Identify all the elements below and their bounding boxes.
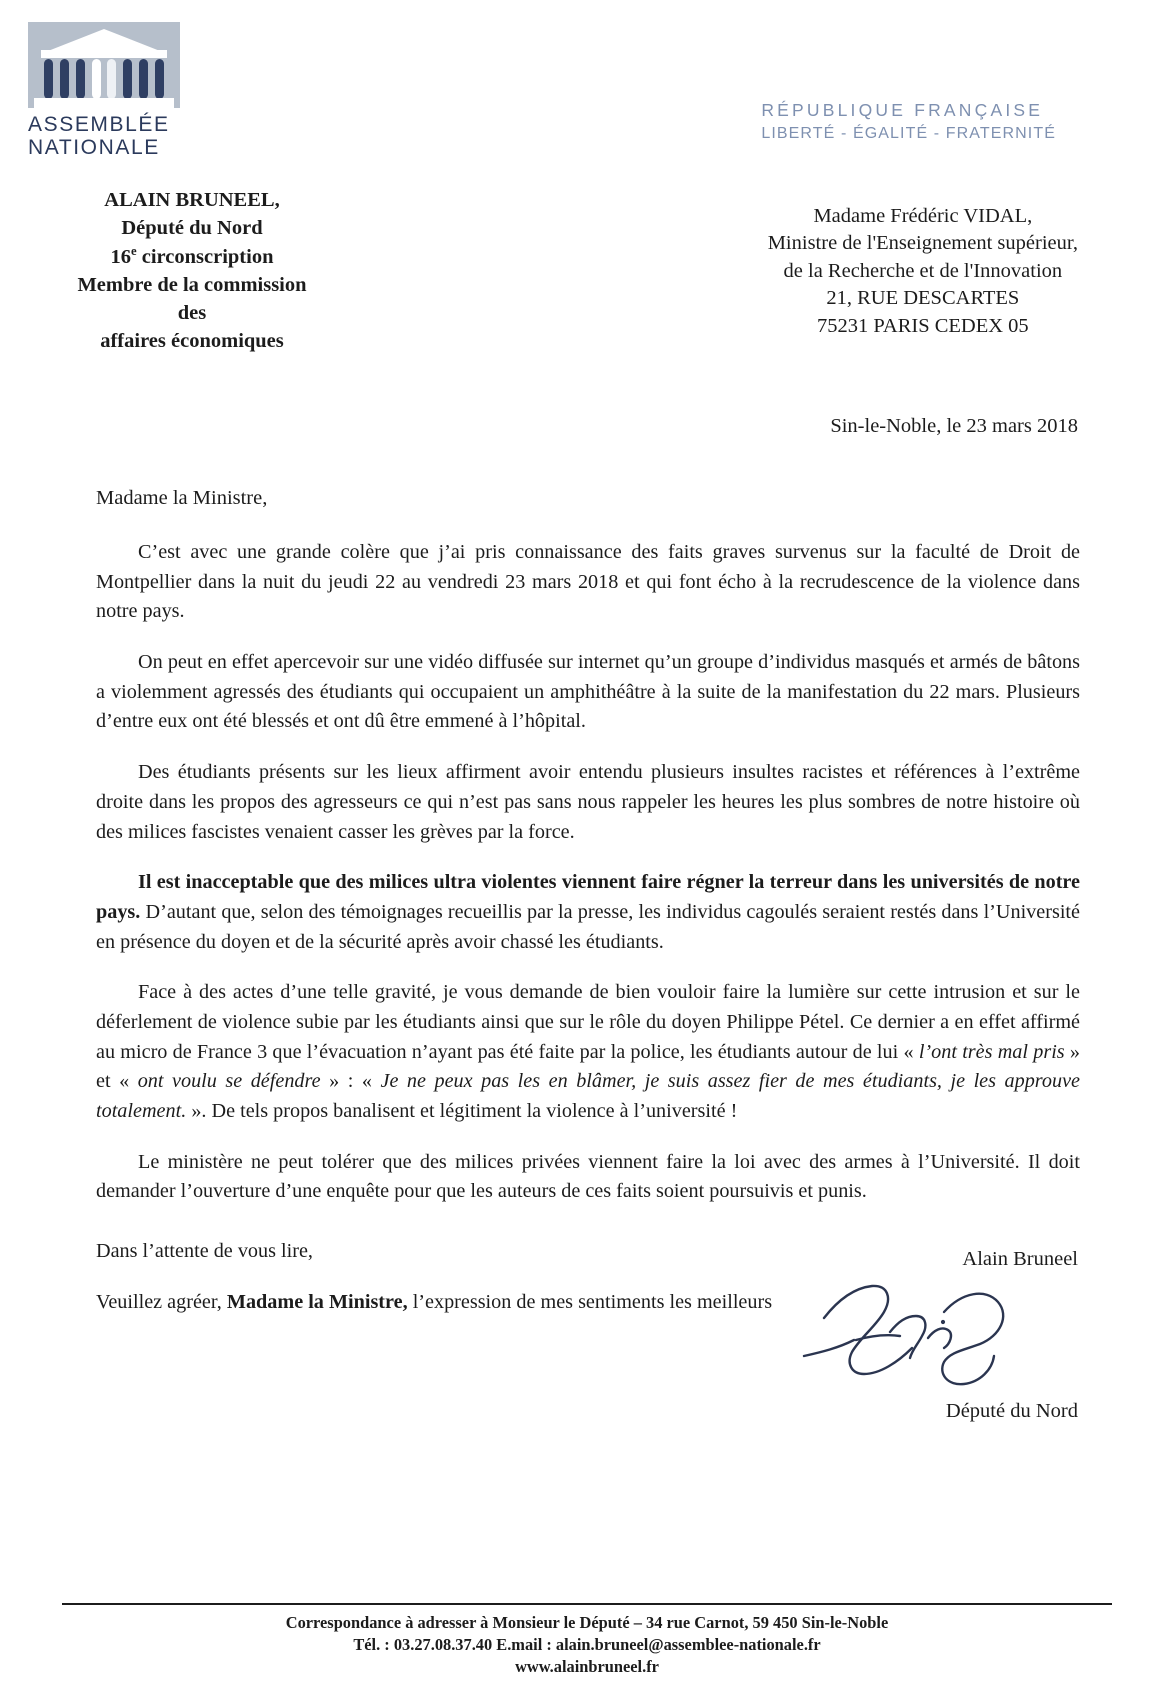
closing-part-b: l’expression de mes sentiments les meilleurs	[407, 1290, 773, 1313]
logo-wordmark	[28, 114, 188, 159]
recipient-title-line2: de la Recherche et de l'Innovation	[783, 259, 1063, 282]
sender-block	[62, 186, 322, 356]
paragraph-4	[96, 868, 1080, 957]
column-1	[44, 59, 53, 99]
pediment-shape	[48, 29, 160, 51]
paragraph-5-part-c: » : «	[320, 1070, 381, 1093]
column-4	[92, 59, 101, 99]
republic-motto-block	[761, 100, 1056, 143]
letter-body	[96, 487, 1080, 1338]
recipient-postal-city: 75231 PARIS CEDEX 05	[817, 314, 1029, 337]
assemblee-nationale-logo	[28, 22, 188, 159]
paragraph-4-emphasis: Il est inacceptable que des milices ultra violentes viennent faire régner la terreur dans les universités de notre pays.	[96, 871, 1080, 923]
sender-commission-line2: affaires économiques	[100, 330, 284, 353]
circonscription-label: circonscription	[136, 245, 274, 268]
ordinal-suffix: e	[131, 243, 137, 258]
paragraph-2: On peut en effet apercevoir sur une vidéo diffusée sur internet qu’un groupe d’individus masqués et armés de bâtons a violemment agressés des étudiants qui occupaient un amphithéâtre à la suite de la manifestation du 22 mars. Plusieurs d’entre eux ont été blessés et ont dû être emmené à l’hôpital.	[96, 651, 1080, 733]
letterhead	[0, 0, 1174, 170]
paragraph-5-part-d: ». De tels propos banalisent et légitiment la violence à l’université !	[186, 1100, 738, 1122]
recipient-street: 21, RUE DESCARTES	[826, 287, 1020, 310]
recipient-address-block	[768, 203, 1078, 340]
sender-circonscription	[62, 243, 322, 271]
footer-address: Correspondance à adresser à Monsieur le Député – 34 rue Carnot, 59 450 Sin-le-Noble	[285, 1613, 889, 1633]
signature-name: Alain Bruneel	[962, 1248, 1078, 1270]
steps-shape	[34, 98, 174, 108]
paragraph-5-part-b: » et «	[96, 1040, 1080, 1093]
paragraph-6: Le ministère ne peut tolérer que des milices privées viennent faire la loi avec des armes à l’Université. Il doit demander l’ouverture d’une enquête pour que les auteurs de ces faits soient poursuivis et punis.	[96, 1150, 1080, 1203]
sender-commission-line1: Membre de la commission des	[77, 273, 307, 325]
column-7	[139, 59, 148, 99]
paragraph-5	[96, 978, 1080, 1126]
logo-line-nationale: NATIONALE	[28, 135, 160, 159]
columns-group	[44, 59, 164, 99]
paragraph-4-rest: D’autant que, selon des témoignages recueillis par la presse, les individus cagoulés seraient restés dans l’Université en présence du doyen et de la sécurité après avoir chassé les étudiants.	[96, 900, 1080, 953]
paragraph-3: Des étudiants présents sur les lieux affirment avoir entendu plusieurs insultes racistes et références à l’extrême droite dans les propos des agresseurs ce qui n’est pas sans nous rappeler les heures les plus sombres de notre histoire où des milices fascistes venaient casser les grèves par la force.	[96, 761, 1080, 843]
column-2	[60, 59, 69, 99]
page-footer	[62, 1603, 1112, 1678]
circonscription-number: 16	[110, 245, 131, 268]
closing-emphasis: Madame la Ministre,	[226, 1290, 408, 1313]
recipient-title-line1: Ministre de l'Enseignement supérieur,	[767, 232, 1078, 255]
footer-contact: Tél. : 03.27.08.37.40 E.mail : alain.bruneel@assemblee-nationale.fr	[353, 1635, 821, 1655]
column-8	[155, 59, 164, 99]
quote-3: Je ne peux pas les en blâmer, je suis assez fier de mes étudiants, je les approuve totalement.	[96, 1070, 1081, 1122]
closing-line-1: Dans l’attente de vous lire,	[96, 1240, 313, 1263]
closing-part-a: Veuillez agréer,	[96, 1290, 227, 1313]
dateline: Sin-le-Noble, le 23 mars 2018	[830, 415, 1078, 437]
handwritten-signature	[794, 1278, 1024, 1408]
quote-1: l’ont très mal pris	[918, 1040, 1065, 1063]
paragraph-1: C’est avec une grande colère que j’ai pris connaissance des faits graves survenus sur la faculté de Droit de Montpellier dans la nuit du jeudi 22 au vendredi 23 mars 2018 et qui font écho à la recrudescence de la violence dans notre pays.	[96, 541, 1080, 623]
column-6	[123, 59, 132, 99]
signature-role: Député du Nord	[945, 1400, 1078, 1422]
salutation: Madame la Ministre,	[96, 487, 268, 509]
devise-text: LIBERTÉ - ÉGALITÉ - FRATERNITÉ	[761, 125, 1056, 142]
footer-website: www.alainbruneel.fr	[515, 1657, 659, 1677]
sender-name: ALAIN BRUNEEL,	[104, 189, 280, 211]
sender-title: Député du Nord	[121, 217, 263, 240]
column-3	[76, 59, 85, 99]
paragraph-5-part-a: Face à des actes d’une telle gravité, je vous demande de bien vouloir faire la lumière sur cette intrusion et sur le déferlement de violence subie par les étudiants ainsi que sur le rôle du doyen Philippe Pétel. Ce dernier a en effet affirmé au micro de France 3 que l’évacuation n’ayant pas été faite par la police, les étudiants autour de lui «	[96, 981, 1080, 1063]
architrave-shape	[41, 50, 167, 58]
quote-2: ont voulu se défendre	[137, 1070, 321, 1093]
logo-line-assemblee: ASSEMBLÉE	[28, 113, 170, 136]
column-5	[107, 59, 116, 99]
parliament-building-icon	[28, 22, 180, 108]
republique-francaise-text: RÉPUBLIQUE FRANÇAISE	[761, 100, 1044, 120]
recipient-name: Madame Frédéric VIDAL,	[813, 205, 1033, 227]
